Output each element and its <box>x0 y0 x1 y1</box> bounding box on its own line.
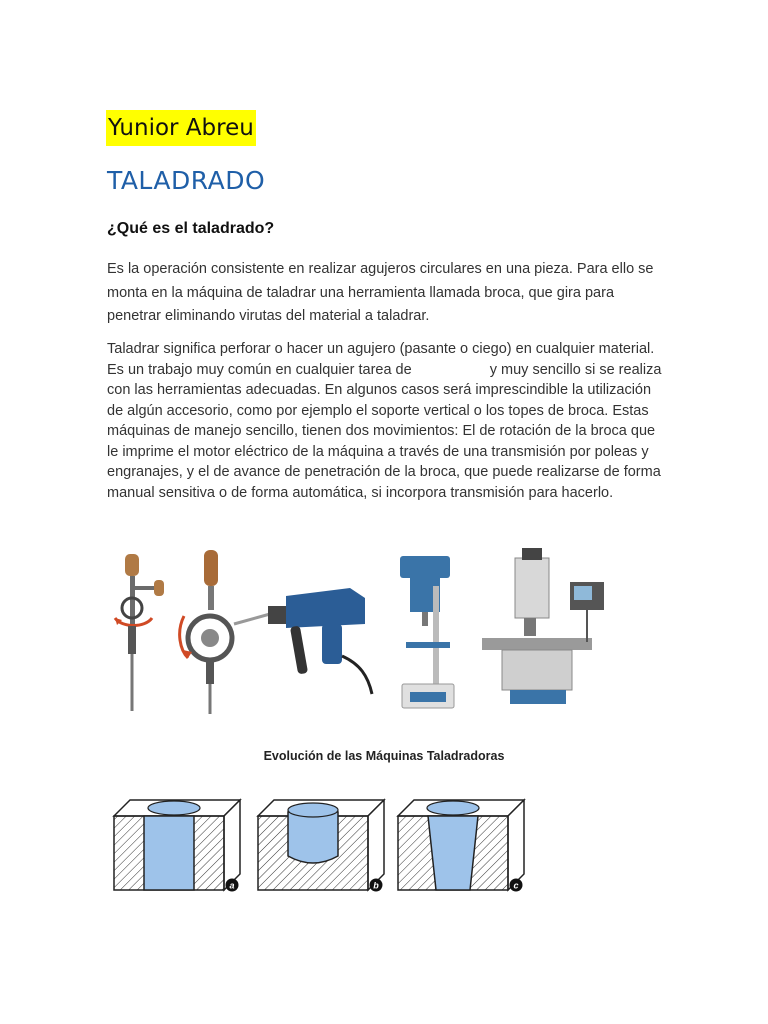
page-title: TALADRADO <box>107 166 266 195</box>
figure-caption: Evolución de las Máquinas Taladradoras <box>263 749 505 763</box>
milling-machine-icon <box>482 548 604 704</box>
tapered-hole-diagram <box>398 800 524 892</box>
label-a: a <box>229 880 235 891</box>
label-b: b <box>373 880 379 891</box>
drill-press-icon <box>400 556 454 708</box>
blind-hole-diagram <box>258 800 384 892</box>
drilling-machines-figure <box>110 546 620 716</box>
through-hole-diagram <box>114 800 240 892</box>
paragraph-text-start: Taladrar significa perforar o hacer un agujero (pasante o ciego) en cualquier material. Es un trabajo muy común en cualquier tarea de <box>107 341 655 378</box>
section-heading: ¿Qué es el taladrado? <box>107 220 275 237</box>
paragraph-description <box>107 339 667 503</box>
power-drill-icon <box>234 588 372 694</box>
author-name: Yunior Abreu <box>106 110 256 146</box>
label-c: c <box>513 880 519 891</box>
breast-drill-icon <box>180 550 232 714</box>
hand-drill-icon <box>115 554 164 711</box>
paragraph-definition: Es la operación consistente en realizar agujeros circulares en una pieza. Para ello se monta en la máquina de taladrar una herramienta llamada broca, que gira para penetrar eliminando virutas del material a taladrar. <box>107 261 654 324</box>
hole-types-figure <box>110 798 540 900</box>
paragraph-text-end: y muy sencillo si se realiza con las herramientas adecuadas. En algunos casos será imprescindible la utilización de algún accesorio, como por ejemplo el soporte vertical o los topes de broca. Estas máquinas de manejo sencillo, tienen dos movimientos: El de rotación de la broca que le imprime el motor eléctrico de la máquina a través de una transmisión por poleas y engranajes, y el de avance de penetración de la broca, que puede realizarse de forma manual sensitiva o de forma automática, si incorpora transmisión para hacerlo. <box>107 361 662 501</box>
